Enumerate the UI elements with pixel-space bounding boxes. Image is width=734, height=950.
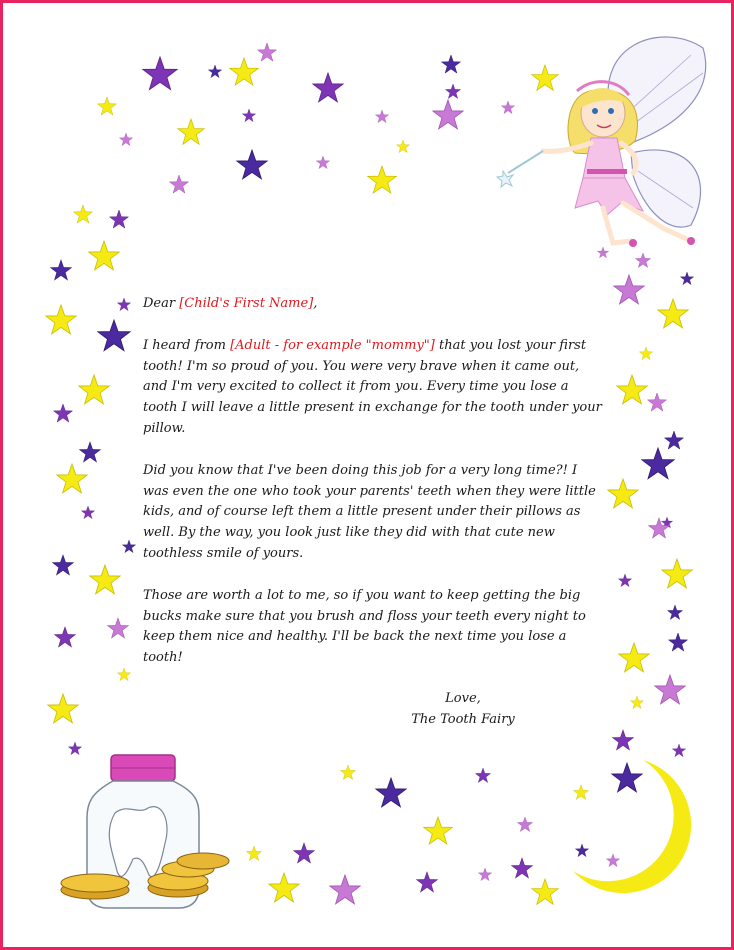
star-icon [417, 872, 438, 892]
star-icon [122, 540, 135, 553]
star-icon [51, 260, 72, 280]
star-icon [501, 101, 514, 114]
star-icon [53, 555, 74, 575]
star-icon [642, 448, 674, 479]
adult-placeholder: [Adult - for example "mommy"] [230, 337, 435, 353]
closing-love: Love, [445, 691, 481, 706]
star-icon [81, 506, 94, 519]
star-icon [658, 299, 688, 328]
star-icon [55, 627, 76, 647]
star-icon [532, 879, 559, 904]
star-icon [117, 298, 130, 311]
star-icon [97, 97, 116, 115]
star-icon [316, 156, 329, 169]
star-icon [445, 84, 460, 98]
star-icon [313, 73, 343, 102]
star-icon [532, 65, 559, 90]
star-icon [635, 253, 650, 267]
star-icon [80, 442, 101, 462]
star-icon [618, 574, 631, 587]
star-icon [647, 393, 666, 411]
star-icon [517, 817, 532, 831]
star-icon [612, 763, 642, 792]
star-icon [608, 479, 638, 508]
star-icon [630, 696, 643, 709]
star-icon [512, 858, 533, 878]
star-icon [178, 119, 205, 144]
star-icon [478, 868, 491, 881]
star-icon [73, 205, 92, 223]
star-icon [376, 778, 406, 807]
star-icon [109, 210, 128, 228]
star-icon [614, 275, 644, 304]
paragraph-2: Did you know that I've been doing this job for a very long time?! I was even the one who took your parents' teeth when they were little kids, and of course left them a little present under their pillows as well. By the way, you look just like they did with that cute new toothless smile of yours. [143, 462, 596, 561]
star-icon [668, 633, 687, 651]
star-icon [617, 375, 647, 404]
star-icon [619, 643, 649, 672]
star-icon [340, 765, 355, 779]
star-icon [119, 133, 132, 146]
star-icon [655, 675, 685, 704]
star-icon [237, 150, 267, 179]
star-icon [257, 43, 276, 61]
paragraph-1-rest: that you lost your first tooth! I'm so proud of you. You were very brave when it came out, and I'm very excited to collect it from you. Every time you lose a tooth I will leave a little present in exchange for the tooth under your pillow. [143, 337, 602, 436]
star-icon [108, 618, 129, 638]
star-icon [68, 742, 81, 755]
star-icon [46, 305, 76, 334]
star-icon [246, 846, 261, 860]
star-icon [90, 565, 120, 594]
star-icon [606, 854, 619, 867]
star-icon [169, 175, 188, 193]
star-icon [680, 272, 693, 285]
star-icon [639, 347, 652, 360]
star-icon [662, 559, 692, 588]
paragraph-1 [143, 336, 603, 440]
star-icon [573, 785, 588, 799]
star-icon [396, 140, 409, 153]
salutation-prefix: Dear [143, 296, 180, 311]
star-icon [208, 65, 221, 78]
star-icon [375, 110, 388, 123]
star-icon [57, 464, 87, 493]
letter-body [143, 294, 603, 669]
salutation [143, 294, 603, 315]
star-icon [441, 55, 460, 73]
star-icon [117, 668, 130, 681]
salutation-suffix: , [313, 296, 318, 311]
star-icon [597, 247, 608, 258]
star-icon [230, 58, 259, 85]
star-icon [242, 109, 255, 122]
star-icon [79, 375, 109, 404]
paragraph-3: Those are worth a lot to me, so if you want to keep getting the big bucks make sure that you brush and floss your teeth every night to keep them nice and healthy. I'll be back the next time you lose a tooth! [143, 587, 586, 666]
star-icon [98, 320, 130, 351]
tooth-fairy-illustration [497, 37, 706, 247]
star-icon [48, 694, 78, 723]
star-icon [475, 768, 490, 782]
star-icon [330, 875, 360, 904]
star-icon [53, 404, 72, 422]
star-icon [294, 843, 315, 863]
star-icon [368, 166, 397, 193]
signature: The Tooth Fairy [411, 712, 515, 727]
closing [383, 688, 543, 730]
star-icon [575, 844, 588, 857]
star-icon [667, 605, 682, 619]
star-icon [269, 873, 299, 902]
star-icon [89, 241, 119, 270]
star-icon [664, 431, 683, 449]
star-icon [424, 817, 453, 844]
paragraph-1-start: I heard from [143, 337, 231, 353]
child-name-placeholder: [Child's First Name] [179, 296, 314, 311]
star-icon [433, 100, 463, 129]
star-icon [143, 57, 177, 90]
star-icon [613, 730, 634, 750]
star-icon [672, 744, 685, 757]
